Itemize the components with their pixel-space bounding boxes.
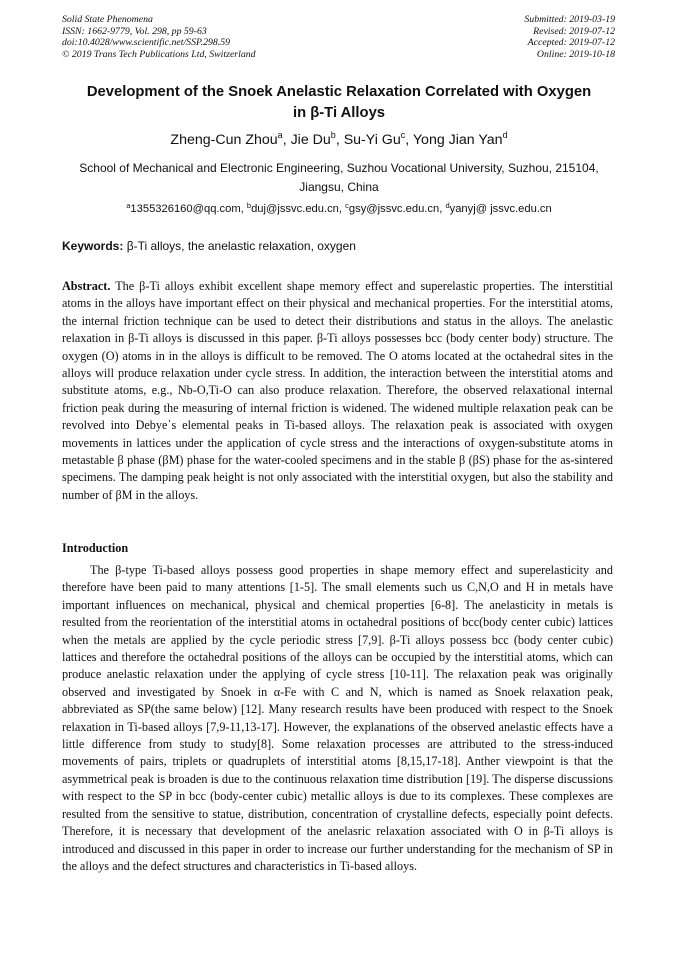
author-mark: b — [330, 130, 336, 140]
email-separator: , — [338, 203, 346, 215]
email-mark: a — [126, 201, 131, 210]
email-address: 1355326160@qq.com — [130, 203, 241, 215]
email-4 — [445, 203, 551, 215]
email-3 — [345, 203, 445, 215]
author-mark: a — [277, 130, 283, 140]
copyright-line: © 2019 Trans Tech Publications Ltd, Switzerland — [62, 48, 256, 60]
author-list — [62, 130, 616, 150]
email-address: gsy@jssvc.edu.cn — [348, 203, 440, 215]
title-line-1: Development of the Snoek Anelastic Relaxation Correlated with Oxygen — [86, 84, 592, 100]
author-name: Jie Du — [290, 132, 331, 148]
author-separator: , — [282, 132, 291, 148]
email-address: yanyj@ jssvc.edu.cn — [449, 203, 552, 215]
email-1 — [126, 203, 247, 215]
keywords — [62, 237, 616, 255]
email-list — [62, 200, 616, 218]
email-separator: , — [439, 203, 446, 215]
journal-name: Solid State Phenomena — [62, 14, 153, 25]
keywords-label: Keywords: — [62, 239, 124, 253]
submitted-date: Submitted: 2019-03-19 — [524, 14, 615, 25]
affiliation-line-2: Jiangsu, China — [299, 180, 379, 194]
affiliation — [62, 159, 616, 197]
email-mark: c — [345, 201, 349, 210]
doi-line: doi:10.4028/www.scientific.net/SSP.298.59 — [62, 37, 231, 48]
introduction-paragraph: The β-type Ti-based alloys possess good properties in shape memory effect and superelasticity and therefore have been paid to many attentions [1-5]. The small elements such us C,N,O and H in metals have important influences on mechanical, physical and chemical properties [6-8]. The anelasticity in metals is resulted from the reorientation of the interstitial atoms in octahedral positions of bcc(body center cubic) lattices when the metals are applied by the cycle periodic stress [7,9]. β-Ti alloys possess bcc (body center cubic) lattices and therefore the octahedral positions of the alloys can be occupied by the interstitial atoms, which can produce anelastic relaxation under the applying of cycle stress [10-11]. The relaxation peak was originally observed and investigated by Snoek in α-Fe with C and N, which is named as Snoek relaxation peak, abbreviated as SP(the same below) [12]. Many research results have been produced with respect to the Snoek relaxation in Ti-based alloys [7,9-11,13-17]. However, the explanations of the observed anelastic effects have a little difference from study to study[8]. Some relaxation processes are attributed to the stress-induced movements of pairs, triplets or quadruplets of interstitial atoms [8,15,17-18]. Anther viewpoint is that the asymmetrical peak is broaden is due to the continuous relaxation time distribution [19]. The disperse discussions with respect to the SP in bcc (body-center cubic) metallic alloys is due to its complexes. These complexes are resulted from the sensitive to statue, distribution, concentration of crystalline defects, especially point defects. Therefore, it is necessary that development of the anelasric relaxation associated with O in β-Ti alloys is introduced and discussed in this paper in order to increase our further understanding for the mechanism of SP in the alloys and the defect structures and characteristics in Ti-based alloys. — [62, 563, 613, 873]
author-3 — [344, 132, 413, 148]
author-2 — [291, 132, 344, 148]
author-name: Su-Yi Gu — [343, 132, 401, 148]
email-address: duj@jssvc.edu.cn — [251, 203, 339, 215]
author-1 — [170, 132, 290, 148]
author-name: Yong Jian Yan — [412, 132, 503, 148]
section-heading-introduction: Introduction — [62, 541, 129, 555]
journal-info — [62, 14, 256, 60]
accepted-date: Accepted: 2019-07-12 — [527, 37, 615, 48]
keywords-text: β-Ti alloys, the anelastic relaxation, oxygen — [123, 239, 356, 253]
author-mark: c — [400, 130, 406, 140]
email-mark: d — [445, 201, 450, 210]
abstract-label: Abstract. — [62, 279, 111, 293]
email-mark: b — [246, 201, 252, 210]
author-separator: , — [405, 132, 413, 148]
author-name: Zheng-Cun Zhou — [170, 132, 278, 148]
email-separator: , — [240, 203, 247, 215]
abstract-text: The β-Ti alloys exhibit excellent shape memory effect and superelastic properties. The interstitial atoms in the alloys have important effect on their physical and mechanical properties. For the interstitial atoms, the internal friction technique can be used to detect their distributions and status in the alloys. The anelastic relaxation in β-Ti alloys is discussed in this paper. β-Ti alloys possesses bcc (body center body) structure. The oxygen (O) atoms in in the alloys is difficult to be removed. The O atoms located at the octahedral sites in the alloys will produce relaxation under cycle stress. In addition, the interaction between the interstitial atoms and substitute atoms, e.g., Nb-O,Ti-O can also produce relaxation. Therefore, the observed relaxational internal friction peak during the measuring of internal friction is widened. The widened multiple relaxation peak can be revolved into Debye᾿s elemental peaks in Ti-based alloys. The relaxation peak is associated with oxygen movements in lattices under the application of cycle stress and the interactions of oxygen-substitute atoms in metastable β phase (βM) phase for the water-cooled specimens and in the stable β (βS) phase for the as-sintered specimens. The damping peak height is not only associated with the interstitial oxygen, but also the stability and number of βM in the alloys. — [62, 279, 613, 502]
paper-title — [62, 82, 616, 124]
email-2 — [247, 203, 345, 215]
affiliation-line-1: School of Mechanical and Electronic Engineering, Suzhou Vocational University, Suzhou, 215104, — [79, 161, 599, 175]
author-4 — [413, 132, 508, 148]
title-line-2: in β-Ti Alloys — [292, 105, 386, 121]
publication-dates — [524, 14, 615, 60]
issn-line: ISSN: 1662-9779, Vol. 298, pp 59-63 — [62, 25, 207, 37]
author-mark: d — [502, 130, 508, 140]
abstract — [62, 278, 613, 504]
author-separator: , — [335, 132, 344, 148]
revised-date: Revised: 2019-07-12 — [533, 25, 615, 37]
online-date: Online: 2019-10-18 — [536, 48, 615, 60]
